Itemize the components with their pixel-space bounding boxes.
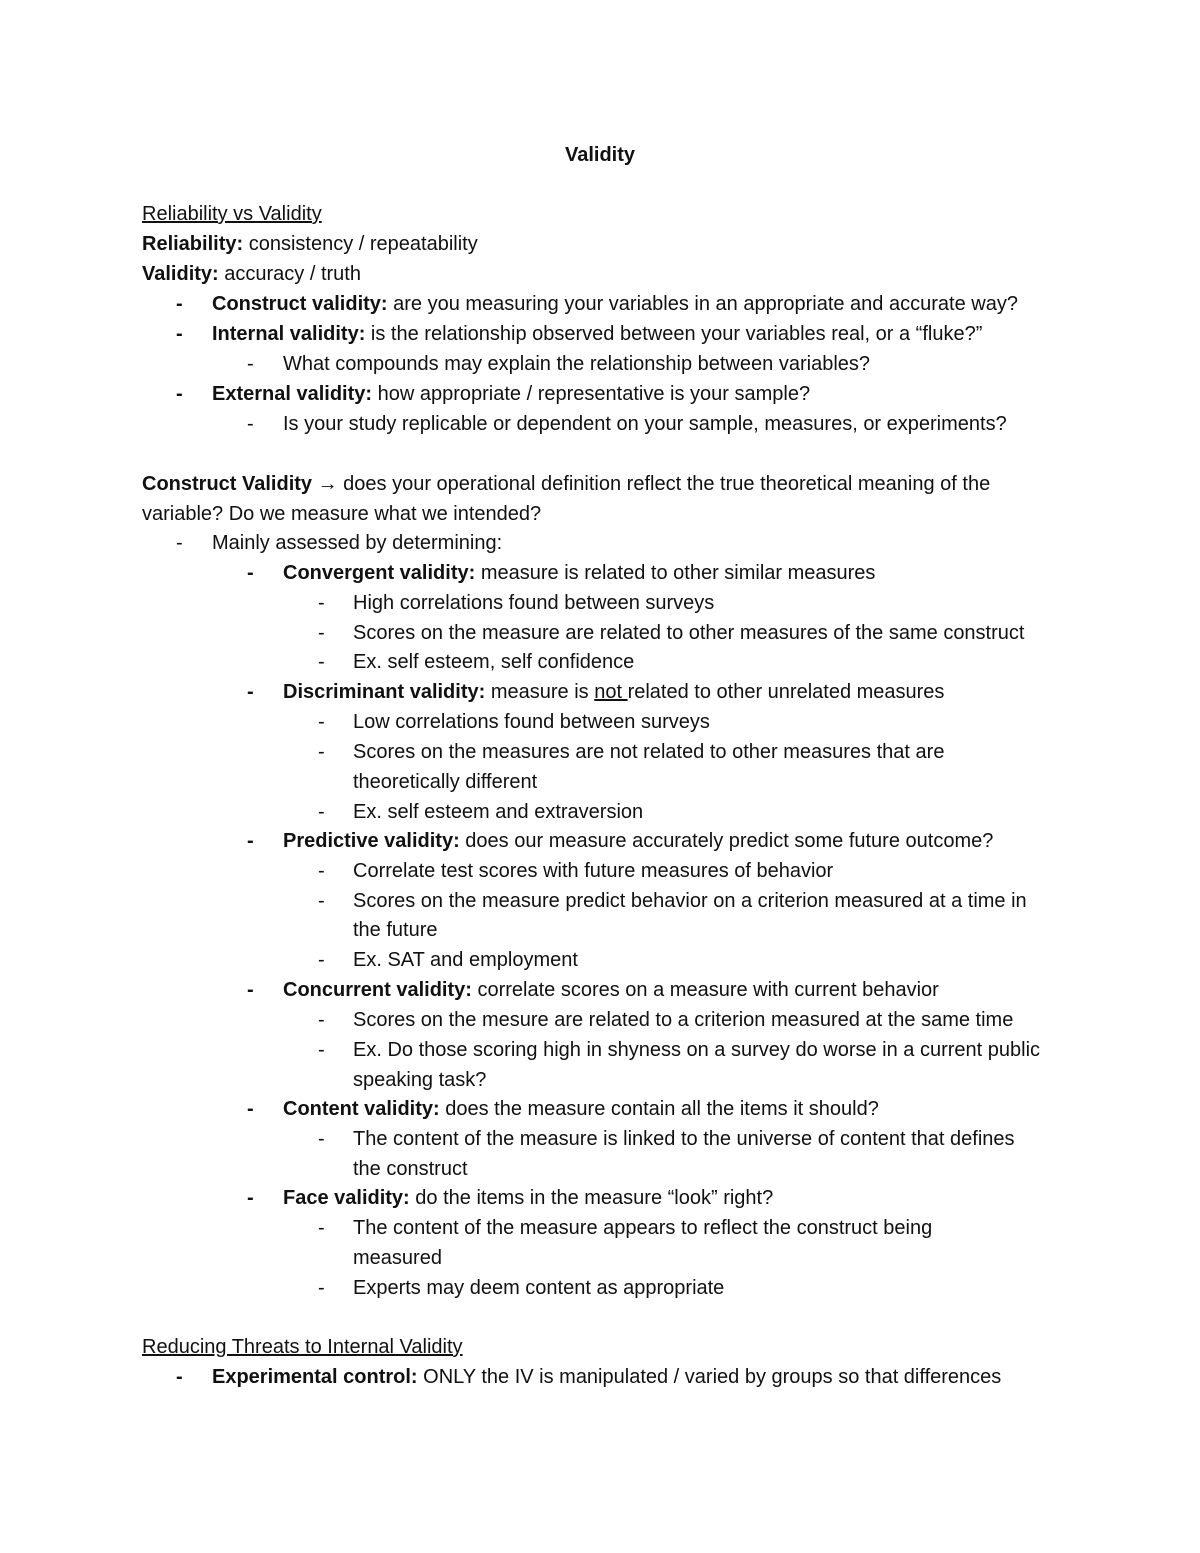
document-line: [0, 289, 1200, 319]
line-text: [353, 647, 634, 677]
term-label: Validity:: [142, 263, 219, 285]
term-definition: correlate scores on a measure with current behavior: [471, 979, 939, 1001]
term-definition: Ex. self esteem and extraversion: [353, 801, 644, 823]
document-line: [0, 499, 1200, 529]
bullet-dash: -: [176, 293, 183, 315]
term-definition: theoretically different: [353, 771, 538, 793]
line-text: [353, 767, 537, 797]
term-label: External validity:: [212, 383, 373, 405]
document-line: [0, 915, 1200, 945]
line-text: [212, 1362, 1001, 1392]
document-line: [0, 797, 1200, 827]
line-text: [353, 1243, 442, 1273]
term-definition: Scores on the measure predict behavior on a criterion measured at a time in: [353, 890, 1027, 912]
bullet-dash: -: [176, 383, 183, 405]
bullet-dash: -: [176, 323, 183, 345]
line-text: [353, 1005, 1013, 1035]
bullet-dash: -: [318, 622, 325, 644]
line-text: [353, 886, 1027, 916]
line-text: [142, 499, 541, 529]
line-text: [353, 915, 438, 945]
bullet-dash: -: [247, 562, 254, 584]
term-definition: What compounds may explain the relationship between variables?: [283, 353, 871, 375]
term-label: Discriminant validity:: [283, 681, 486, 703]
term-label: Content validity:: [283, 1098, 440, 1120]
term-definition: ONLY the IV is manipulated / varied by groups so that differences: [417, 1366, 1002, 1388]
term-definition: → does your operational definition reflect the true theoretical meaning of the: [312, 473, 991, 495]
term-definition: variable? Do we measure what we intended?: [142, 503, 542, 525]
term-definition: measured: [353, 1247, 442, 1269]
line-text: [283, 558, 875, 588]
bullet-dash: -: [247, 1187, 254, 1209]
bullet-dash: -: [247, 413, 254, 435]
bullet-dash: -: [247, 681, 254, 703]
document-line: [0, 1005, 1200, 1035]
bullet-dash: -: [318, 741, 325, 763]
document-line: [0, 1094, 1200, 1124]
document-line: [0, 409, 1200, 439]
bullet-dash: -: [318, 1277, 325, 1299]
document-line: [0, 469, 1200, 499]
line-text: [283, 349, 870, 379]
term-definition: how appropriate / representative is your sample?: [372, 383, 811, 405]
line-text: [353, 1154, 468, 1184]
line-text: [212, 289, 1018, 319]
bullet-dash: -: [318, 890, 325, 912]
term-definition: Is your study replicable or dependent on your sample, measures, or experiments?: [283, 413, 1007, 435]
term-definition: Experts may deem content as appropriate: [353, 1277, 725, 1299]
document-line: [0, 349, 1200, 379]
bullet-dash: -: [318, 1039, 325, 1061]
document-line: [0, 856, 1200, 886]
line-text: [353, 588, 714, 618]
document-line: [0, 1332, 1200, 1362]
term-definition: High correlations found between surveys: [353, 592, 715, 614]
document-line: [0, 886, 1200, 916]
document-line: [0, 1065, 1200, 1095]
term-label: Concurrent validity:: [283, 979, 472, 1001]
line-text: [353, 1124, 1015, 1154]
bullet-dash: -: [247, 979, 254, 1001]
document-line: [0, 1154, 1200, 1184]
line-text: [353, 1213, 932, 1243]
term-definition: Scores on the mesure are related to a criterion measured at the same time: [353, 1009, 1014, 1031]
line-text: [142, 469, 990, 499]
section-heading: Reducing Threats to Internal Validity: [142, 1336, 463, 1358]
document-title: Validity: [564, 144, 636, 166]
term-definition: accuracy / truth: [218, 263, 361, 285]
term-definition: do the items in the measure “look” right?: [409, 1187, 774, 1209]
line-text: [353, 1035, 1040, 1065]
document-line: [0, 528, 1200, 558]
document-line: [0, 558, 1200, 588]
term-definition: Correlate test scores with future measures of behavior: [353, 860, 834, 882]
document-line: [0, 588, 1200, 618]
bullet-dash: -: [318, 801, 325, 823]
document-line: [0, 319, 1200, 349]
term-label: Internal validity:: [212, 323, 366, 345]
term-definition: Ex. Do those scoring high in shyness on a survey do worse in a current public: [353, 1039, 1041, 1061]
term-definition: is the relationship observed between your variables real, or a “fluke?”: [365, 323, 983, 345]
line-text: [212, 319, 982, 349]
line-text: [353, 1065, 486, 1095]
term-definition: Mainly assessed by determining:: [212, 532, 503, 554]
document-line: [0, 647, 1200, 677]
term-label: Experimental control:: [212, 1366, 418, 1388]
document-line: [0, 1213, 1200, 1243]
document-line: [0, 229, 1200, 259]
line-text: [283, 409, 1007, 439]
term-definition: measure is: [485, 681, 595, 703]
term-definition: speaking task?: [353, 1069, 487, 1091]
term-definition: does the measure contain all the items it should?: [439, 1098, 879, 1120]
term-label: Construct validity:: [212, 293, 388, 315]
document-line: [0, 1183, 1200, 1213]
bullet-dash: -: [176, 1366, 183, 1388]
bullet-dash: -: [318, 651, 325, 673]
term-definition: Low correlations found between surveys: [353, 711, 710, 733]
term-label: Predictive validity:: [283, 830, 460, 852]
term-definition: Scores on the measures are not related to other measures that are: [353, 741, 945, 763]
bullet-dash: -: [247, 1098, 254, 1120]
line-text: [283, 677, 944, 707]
document-line: [0, 1243, 1200, 1273]
document-line: [0, 826, 1200, 856]
document-line: [0, 379, 1200, 409]
bullet-dash: -: [318, 1009, 325, 1031]
term-definition: Ex. SAT and employment: [353, 949, 578, 971]
line-text: [283, 1183, 773, 1213]
line-text: [283, 826, 993, 856]
bullet-dash: -: [318, 1217, 325, 1239]
document-line: [0, 1124, 1200, 1154]
document-line: [0, 767, 1200, 797]
document-line: [0, 945, 1200, 975]
term-label: Convergent validity:: [283, 562, 476, 584]
term-definition: measure is related to other similar measures: [475, 562, 876, 584]
line-text: [353, 945, 578, 975]
bullet-dash: -: [318, 949, 325, 971]
term-label: Construct Validity: [142, 473, 313, 495]
document-line: [0, 1035, 1200, 1065]
term-label: Reliability:: [142, 233, 244, 255]
underlined-word: not: [594, 681, 628, 703]
term-definition: are you measuring your variables in an appropriate and accurate way?: [387, 293, 1018, 315]
term-definition: does our measure accurately predict some future outcome?: [459, 830, 994, 852]
bullet-dash: -: [247, 353, 254, 375]
section-heading: Reliability vs Validity: [142, 203, 322, 225]
term-definition: Scores on the measure are related to other measures of the same construct: [353, 622, 1025, 644]
term-definition: The content of the measure appears to reflect the construct being: [353, 1217, 933, 1239]
bullet-dash: -: [247, 830, 254, 852]
line-text: [353, 856, 833, 886]
bullet-dash: -: [318, 711, 325, 733]
line-text: [283, 975, 939, 1005]
document-line: [0, 677, 1200, 707]
term-definition-tail: related to other unrelated measures: [627, 681, 945, 703]
term-definition: the future: [353, 919, 438, 941]
document-line: [0, 618, 1200, 648]
term-definition: the construct: [353, 1158, 468, 1180]
document-line: [0, 737, 1200, 767]
line-text: [353, 618, 1024, 648]
document-line: [0, 199, 1200, 229]
line-text: [142, 229, 478, 259]
bullet-dash: -: [318, 860, 325, 882]
term-label: Face validity:: [283, 1187, 410, 1209]
document-line: [0, 1362, 1200, 1392]
line-text: [353, 707, 710, 737]
document-line: [0, 975, 1200, 1005]
term-definition: The content of the measure is linked to the universe of content that defines: [353, 1128, 1015, 1150]
bullet-dash: -: [318, 592, 325, 614]
line-text: [283, 1094, 879, 1124]
line-text: [212, 528, 502, 558]
line-text: [353, 1273, 724, 1303]
term-definition: Ex. self esteem, self confidence: [353, 651, 635, 673]
document-line: [0, 1273, 1200, 1303]
line-text: [353, 797, 643, 827]
line-text: [142, 259, 361, 289]
document-line: [0, 707, 1200, 737]
bullet-dash: -: [176, 532, 183, 554]
line-text: [353, 737, 944, 767]
document-line: [0, 259, 1200, 289]
bullet-dash: -: [318, 1128, 325, 1150]
line-text: [212, 379, 810, 409]
term-definition: consistency / repeatability: [243, 233, 478, 255]
